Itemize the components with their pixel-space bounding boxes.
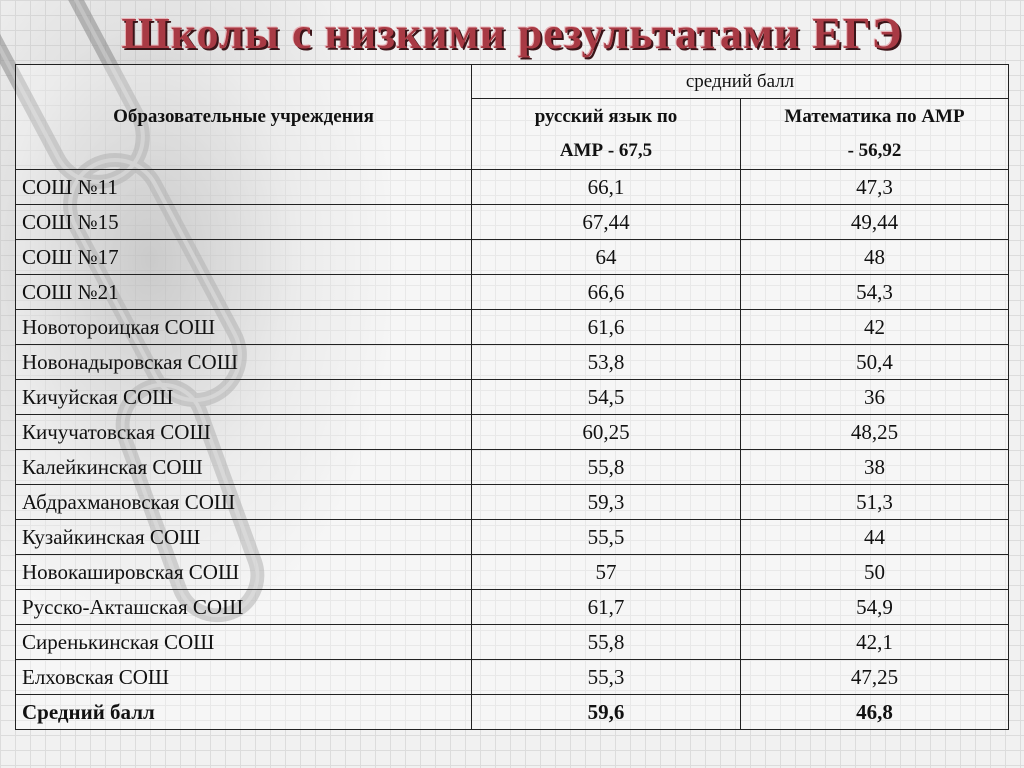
header-russian-line2: АМР - 67,5 bbox=[559, 140, 653, 161]
math-score: 42,1 bbox=[741, 625, 1009, 660]
school-name: Кичуйская СОШ bbox=[16, 380, 472, 415]
table-row bbox=[16, 275, 1009, 310]
school-name: Сиренькинская СОШ bbox=[16, 625, 472, 660]
school-name: Русско-Акташская СОШ bbox=[16, 590, 472, 625]
school-name: СОШ №15 bbox=[16, 205, 472, 240]
math-score: 48,25 bbox=[741, 415, 1009, 450]
russian-score: 64 bbox=[472, 240, 741, 275]
school-name: Новокашировская СОШ bbox=[16, 555, 472, 590]
total-label: Средний балл bbox=[16, 695, 472, 730]
table-row bbox=[16, 240, 1009, 275]
school-name: Кузайкинская СОШ bbox=[16, 520, 472, 555]
russian-score: 61,7 bbox=[472, 590, 741, 625]
math-score: 36 bbox=[741, 380, 1009, 415]
russian-score: 55,8 bbox=[472, 450, 741, 485]
table-row bbox=[16, 625, 1009, 660]
table-row bbox=[16, 590, 1009, 625]
table-row bbox=[16, 170, 1009, 205]
header-math bbox=[741, 99, 1009, 170]
math-score: 50 bbox=[741, 555, 1009, 590]
math-score: 38 bbox=[741, 450, 1009, 485]
school-name: Калейкинская СОШ bbox=[16, 450, 472, 485]
page-title: Школы с низкими результатами ЕГЭ bbox=[121, 9, 903, 58]
school-name: Новонадыровская СОШ bbox=[16, 345, 472, 380]
table-row bbox=[16, 555, 1009, 590]
header-average: средний балл bbox=[472, 65, 1009, 99]
total-russian-score: 59,6 bbox=[472, 695, 741, 730]
russian-score: 53,8 bbox=[472, 345, 741, 380]
russian-score: 60,25 bbox=[472, 415, 741, 450]
math-score: 49,44 bbox=[741, 205, 1009, 240]
table-row bbox=[16, 345, 1009, 380]
table-row bbox=[16, 450, 1009, 485]
school-name: Абдрахмановская СОШ bbox=[16, 485, 472, 520]
math-score: 47,3 bbox=[741, 170, 1009, 205]
math-score: 47,25 bbox=[741, 660, 1009, 695]
math-score: 50,4 bbox=[741, 345, 1009, 380]
math-score: 54,9 bbox=[741, 590, 1009, 625]
table-row bbox=[16, 205, 1009, 240]
header-math-line2: - 56,92 bbox=[847, 140, 902, 161]
school-name: СОШ №21 bbox=[16, 275, 472, 310]
russian-score: 55,3 bbox=[472, 660, 741, 695]
russian-score: 55,8 bbox=[472, 625, 741, 660]
header-russian bbox=[472, 99, 741, 170]
russian-score: 57 bbox=[472, 555, 741, 590]
school-name: Кичучатовская СОШ bbox=[16, 415, 472, 450]
math-score: 48 bbox=[741, 240, 1009, 275]
russian-score: 67,44 bbox=[472, 205, 741, 240]
russian-score: 55,5 bbox=[472, 520, 741, 555]
russian-score: 61,6 bbox=[472, 310, 741, 345]
header-row bbox=[16, 65, 1009, 99]
school-name: СОШ №17 bbox=[16, 240, 472, 275]
table-row bbox=[16, 415, 1009, 450]
table-row bbox=[16, 660, 1009, 695]
table-row bbox=[16, 520, 1009, 555]
table-row bbox=[16, 485, 1009, 520]
table-row bbox=[16, 380, 1009, 415]
table-row bbox=[16, 310, 1009, 345]
school-name: Елховская СОШ bbox=[16, 660, 472, 695]
results-table bbox=[15, 64, 1009, 730]
total-row bbox=[16, 695, 1009, 730]
total-math-score: 46,8 bbox=[741, 695, 1009, 730]
school-name: Новотороицкая СОШ bbox=[16, 310, 472, 345]
math-score: 51,3 bbox=[741, 485, 1009, 520]
russian-score: 59,3 bbox=[472, 485, 741, 520]
russian-score: 66,1 bbox=[472, 170, 741, 205]
header-institutions: Образовательные учреждения bbox=[16, 65, 472, 170]
math-score: 44 bbox=[741, 520, 1009, 555]
header-russian-line1: русский язык по bbox=[534, 106, 678, 127]
math-score: 42 bbox=[741, 310, 1009, 345]
school-name: СОШ №11 bbox=[16, 170, 472, 205]
russian-score: 54,5 bbox=[472, 380, 741, 415]
math-score: 54,3 bbox=[741, 275, 1009, 310]
russian-score: 66,6 bbox=[472, 275, 741, 310]
header-math-line1: Математика по АМР bbox=[784, 106, 965, 127]
